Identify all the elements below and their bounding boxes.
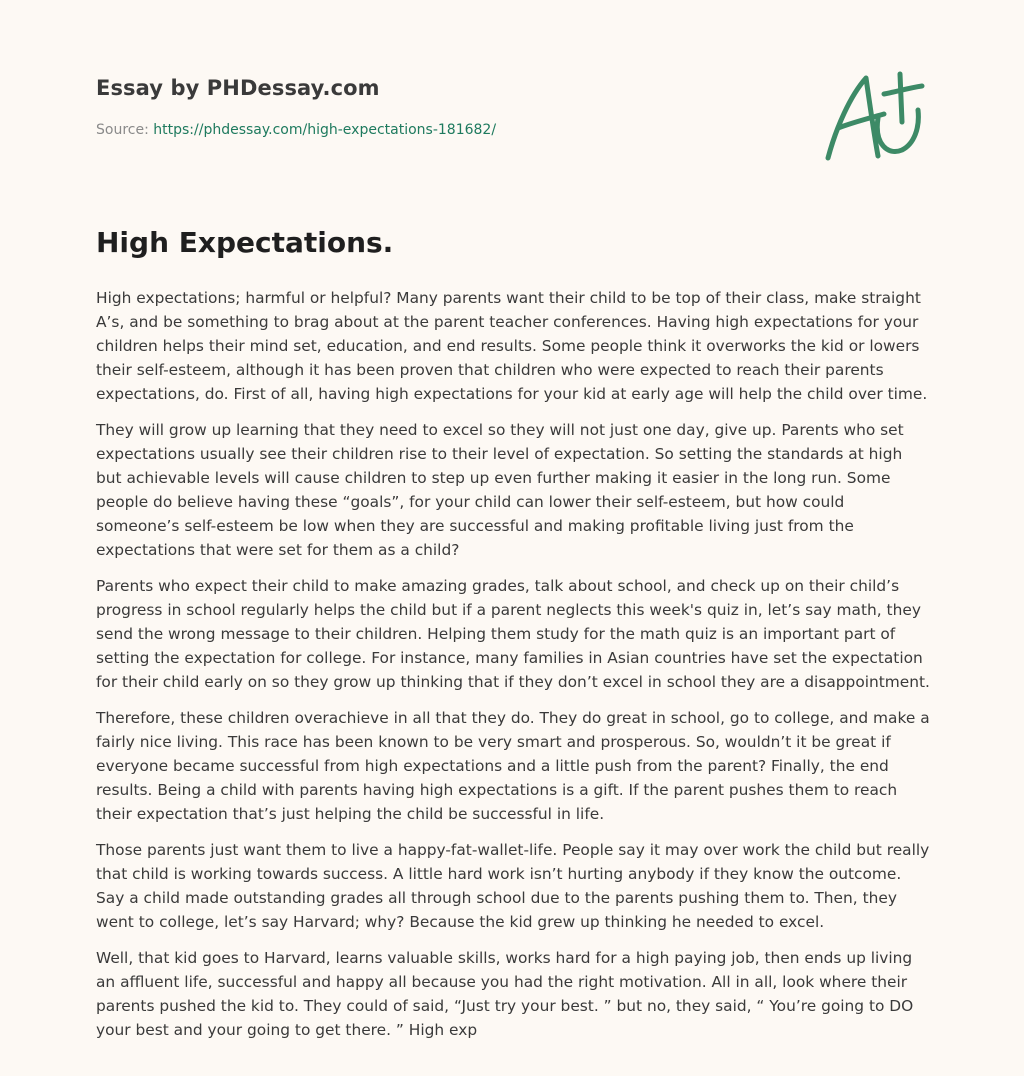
brand-title: Essay by PHDessay.com	[96, 76, 380, 100]
header	[96, 76, 796, 138]
source-link[interactable]: https://phdessay.com/high-expectations-181682/	[153, 122, 497, 138]
source-label: Source:	[96, 122, 154, 138]
essay-paragraph: Well, that kid goes to Harvard, learns valuable skills, works hard for a high paying job, then ends up living an affluent life, successful and happy all because you had the right motivation. All in all, look where their parents pushed the kid to. They could of said, “Just try your best. ” but no, they said, “ You’re going to DO your best and your going to get there. ” High exp	[96, 949, 914, 1039]
essay-paragraph: They will grow up learning that they need to excel so they will not just one day, give up. Parents who set expectations usually see their children rise to their level of expectation. So setting the standards at high but achievable levels will cause children to step up even further making it easier in the long run. Some people do believe having these “goals”, for your child can lower their self-esteem, but how could someone’s self-esteem be low when they are successful and making profitable living just from the expectations that were set for them as a child?	[96, 421, 904, 559]
essay-paragraph: Those parents just want them to live a happy-fat-wallet-life. People say it may over work the child but really that child is working towards success. A little hard work isn’t hurting anybody if they know the outcome. Say a child made outstanding grades all through school due to the parents pushing them to. Then, they went to college, let’s say Harvard; why? Because the kid grew up thinking he needed to excel.	[96, 841, 930, 931]
source-line	[96, 122, 796, 138]
essay-title: High Expectations.	[96, 226, 394, 259]
essay-paragraph: Therefore, these children overachieve in all that they do. They do great in school, go to college, and make a fairly nice living. This race has been known to be very smart and prosperous. So, wouldn’t it be great if everyone became successful from high expectations and a little push from the parent? Finally, the end results. Being a child with parents having high expectations is a gift. If the parent pushes them to reach their expectation that’s just helping the child be successful in life.	[96, 709, 930, 823]
a-plus-grade-icon	[818, 66, 930, 166]
essay-paragraph: High expectations; harmful or helpful? Many parents want their child to be top of their class, make straight A’s, and be something to brag about at the parent teacher conferences. Having high expectations for your children helps their mind set, education, and end results. Some people think it overworks the kid or lowers their self-esteem, although it has been proven that children who were expected to reach their parents expectations, do. First of all, having high expectations for your kid at early age will help the child over time.	[96, 289, 928, 403]
essay-paragraph: Parents who expect their child to make amazing grades, talk about school, and check up on their child’s progress in school regularly helps the child but if a parent neglects this week's quiz in, let’s say math, they send the wrong message to their children. Helping them study for the math quiz is an important part of setting the expectation for college. For instance, many families in Asian countries have set the expectation for their child early on so they grow up thinking that if they don’t excel in school they are a disappointment.	[96, 577, 930, 691]
essay-body	[96, 286, 930, 1054]
